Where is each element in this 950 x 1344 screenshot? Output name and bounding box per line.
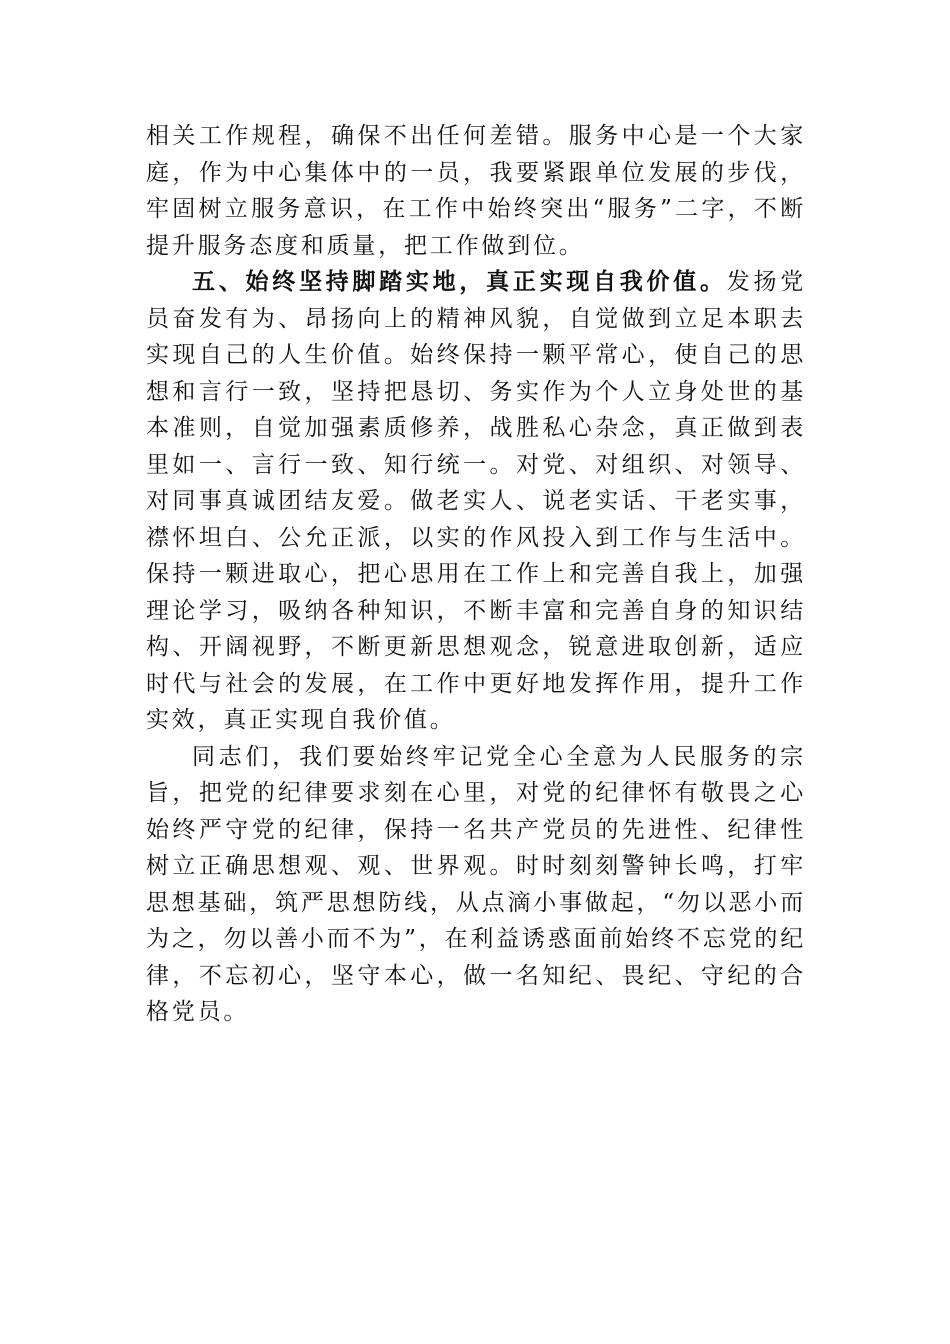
section-heading: 五、始终坚持脚踏实地，真正实现自我价值。	[192, 269, 727, 295]
paragraph-continuation	[146, 118, 806, 264]
paragraph-text: 同志们，我们要始终牢记党全心全意为人民服务的宗旨，把党的纪律要求刻在心里，对党的纪律怀有敬畏之心始终严守党的纪律，保持一名共产党员的先进性、纪律性树立正确思想观、观、世界观。时时刻刻警钟长鸣，打牢思想基础，筑严思想防线，从点滴小事做起，“勿以恶小而为之，勿以善小而不为”，在利益诱惑面前始终不忘党的纪律，不忘初心，坚守本心，做一名知纪、畏纪、守纪的合格党员。	[146, 743, 806, 1025]
document-body	[146, 118, 806, 1031]
paragraph-section-five	[146, 264, 806, 739]
paragraph-text: 发扬党员奋发有为、昂扬向上的精神风貌，自觉做到立足本职去实现自己的人生价值。始终保持一颗平常心，使自己的思想和言行一致，坚持把恳切、务实作为个人立身处世的基本准则，自觉加强素质修养，战胜私心杂念，真正做到表里如一、言行一致、知行统一。对党、对组织、对领导、对同事真诚团结友爱。做老实人、说老实话、干老实事，襟怀坦白、公允正派，以实的作风投入到工作与生活中。保持一颗进取心，把心思用在工作上和完善自我上，加强理论学习，吸纳各种知识，不断丰富和完善自身的知识结构、开阔视野，不断更新思想观念，锐意进取创新，适应时代与社会的发展，在工作中更好地发挥作用，提升工作实效，真正实现自我价值。	[146, 269, 807, 733]
paragraph-text: 相关工作规程，确保不出任何差错。服务中心是一个大家庭，作为中心集体中的一员，我要紧跟单位发展的步伐，牢固树立服务意识，在工作中始终突出“服务”二字，不断提升服务态度和质量，把工作做到位。	[146, 123, 806, 259]
paragraph-closing	[146, 739, 806, 1031]
